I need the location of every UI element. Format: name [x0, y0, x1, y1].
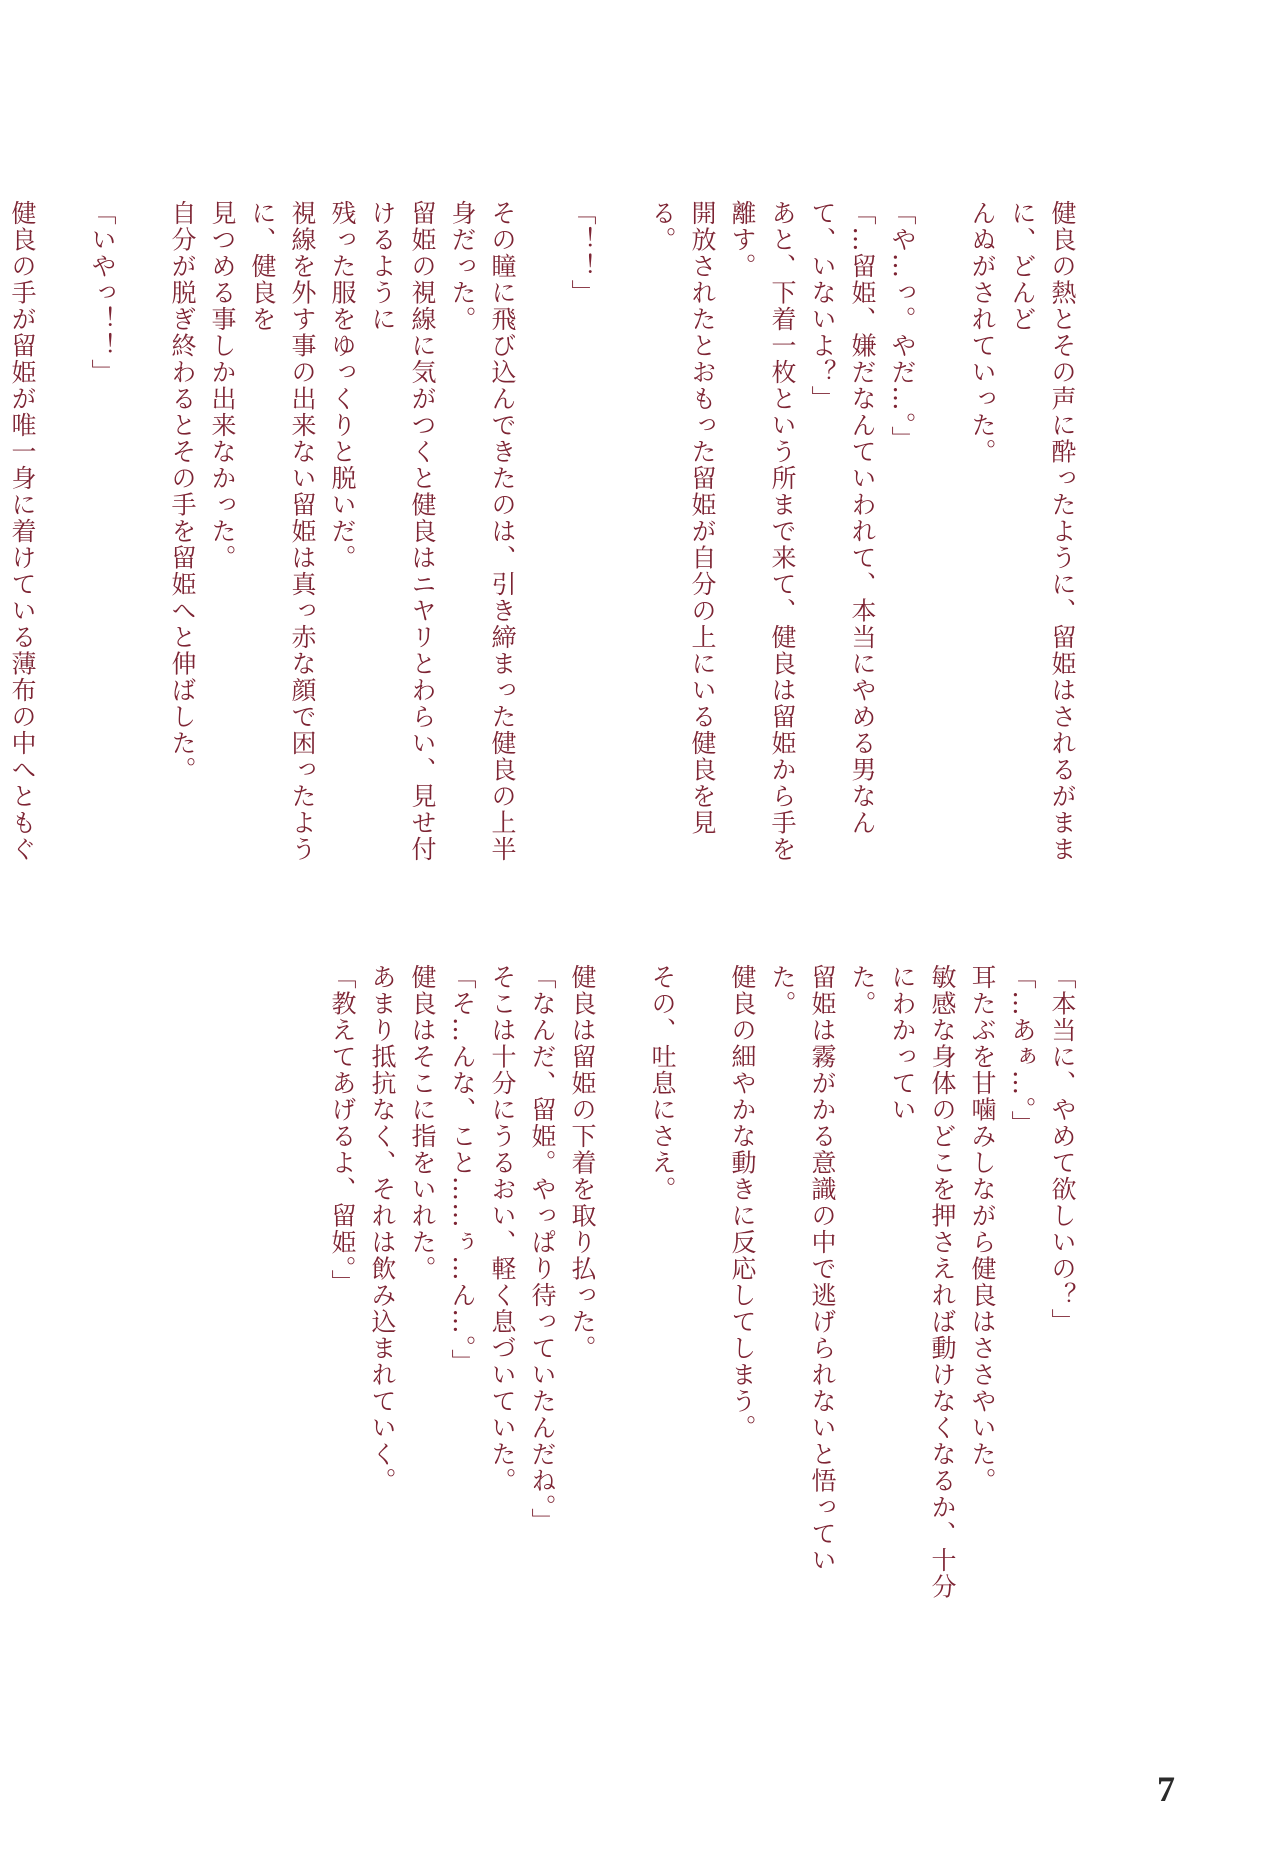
text-line: 「なんだ、留姫。やっぱり待っていたんだね。」: [528, 964, 557, 1535]
text-line: 「教えてあげるよ、留姫。」: [328, 964, 357, 1296]
text-line: 「いやっ！！」: [88, 200, 117, 386]
text-block-top: [0, 200, 1082, 880]
text-line: 健良の熱とその声に酔ったように、留姫はされるがままに、どんど: [1008, 200, 1077, 863]
text-line: た。: [848, 964, 877, 1017]
text-line: 健良の細やかな動きに反応してしまう。: [728, 964, 757, 1441]
text-line: 耳たぶを甘噛みしながら健良はささやいた。: [968, 964, 997, 1494]
text-line: 「！！」: [568, 200, 597, 306]
text-line: 見つめる事しか出来なかった。: [208, 200, 237, 571]
text-line: あまり抵抗なく、それは飲み込まれていく。: [368, 964, 397, 1494]
text-line: 自分が脱ぎ終わるとその手を留姫へと伸ばした。: [168, 200, 197, 783]
text-line: 健良はそこに指をいれた。: [408, 964, 437, 1282]
text-line: 「…あぁ…。」: [1008, 964, 1037, 1137]
blank-line: [602, 964, 642, 1624]
page-number: 7: [1157, 1769, 1175, 1809]
text-line: 留姫の視線に気がつくと健良はニヤリとわらい、見せ付けるように: [368, 200, 437, 863]
blank-line: [682, 964, 722, 1624]
text-line: 「そ…んな、こと……ぅ…ん…。」: [448, 964, 477, 1376]
text-line: 「や…っ。やだ…。」: [888, 200, 917, 453]
text-line: その瞳に飛び込んできたのは、引き締まった健良の上半身だった。: [448, 200, 517, 863]
blank-line: [602, 200, 642, 880]
blank-line: [522, 200, 562, 880]
text-line: あと、下着一枚という所まで来て、健良は留姫から手を離す。: [728, 200, 797, 863]
text-line: 視線を外す事の出来ない留姫は真っ赤な顔で困ったように、健良を: [248, 200, 317, 863]
text-line: 健良の手が留姫が唯一身に着けている薄布の中へともぐ: [8, 200, 37, 863]
text-line: 「…留姫、嫌だなんていわれて、本当にやめる男なんて、いないよ？」: [808, 200, 877, 836]
text-block-bottom: [322, 964, 1082, 1624]
text-line: 「本当に、やめて欲しいの？」: [1048, 964, 1077, 1335]
text-line: んぬがされていった。: [968, 200, 997, 465]
blank-line: [922, 200, 962, 880]
text-line: 健良は留姫の下着を取り払った。: [568, 964, 597, 1362]
text-line: 敏感な身体のどこを押さえれば動けなくなるか、十分にわかってい: [888, 964, 957, 1600]
blank-line: [122, 200, 162, 880]
text-line: 残った服をゆっくりと脱いだ。: [328, 200, 357, 571]
text-line: そこは十分にうるおい、軽く息づいていた。: [488, 964, 517, 1494]
text-line: 開放されたとおもった留姫が自分の上にいる健良を見る。: [648, 200, 717, 836]
text-line: その、吐息にさえ。: [648, 964, 677, 1203]
blank-line: [42, 200, 82, 880]
text-line: 留姫は霧がかる意識の中で逃げられないと悟っていた。: [768, 964, 837, 1574]
